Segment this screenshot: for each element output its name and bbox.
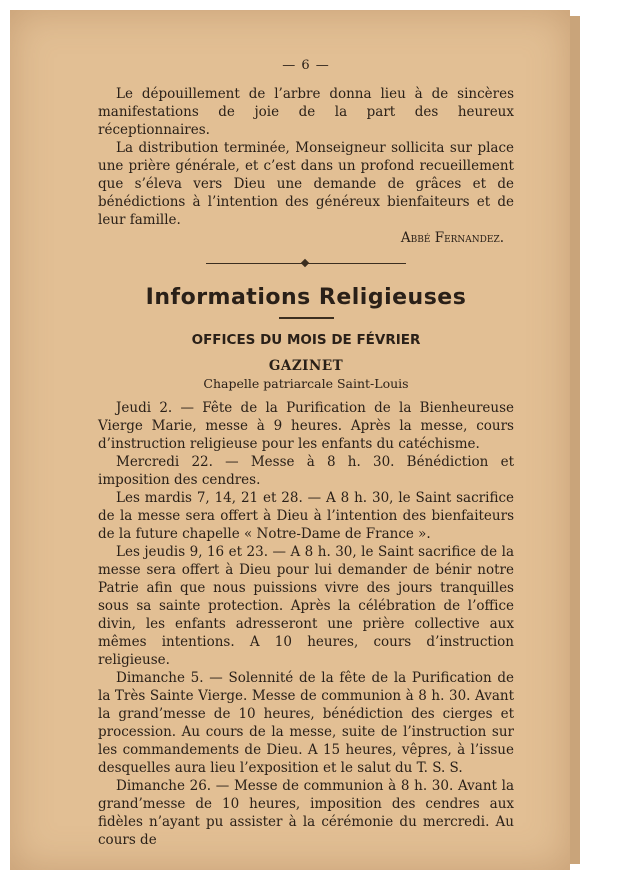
paper-edge	[570, 16, 580, 864]
signature: Abbé Fernandez.	[400, 230, 504, 246]
section-title: Informations Religieuses	[145, 285, 467, 310]
entry-paragraph: Dimanche 5. — Solennité de la fête de la Purification de la Très Sainte Vierge. Messe de communion à 8 h. 30. Avant la grand’messe de 10 heures, bénédiction des cierges et procession. Au cours de la messe, suite de l’instruction sur les commandements de Dieu. A 15 heures, vêpres, à l’issue desquelles aura lieu l’exposition et le salut du T. S. S.	[98, 670, 514, 776]
entry-paragraph: Les jeudis 9, 16 et 23. — A 8 h. 30, le Saint sacrifice de la messe sera offert à Dieu pour lui demander de bénir notre Patrie afin que nous puissions vivre des jours tranquilles sous sa sainte protection. Après la célébration de l’office divin, les enfants adresseront une prière collective aux mêmes intentions. A 10 heures, cours d’instruction religieuse.	[98, 544, 514, 668]
intro-paragraph-2: La distribution terminée, Monseigneur sollicita sur place une prière générale, et c’est dans un profond recueillement que s’éleva vers Dieu une demande de grâces et de bénédictions à l’intention des généreux bienfaiteurs et de leur famille.	[98, 140, 514, 228]
entry-paragraph: Dimanche 26. — Messe de communion à 8 h. 30. Avant la grand’messe de 10 heures, imposition des cendres aux fidèles n’ayant pu assister à la cérémonie du mercredi. Au cours de	[98, 778, 514, 848]
entry-paragraph: Mercredi 22. — Messe à 8 h. 30. Bénédiction et imposition des cendres.	[98, 454, 514, 488]
diamond-icon	[301, 259, 309, 267]
ornament-divider	[206, 259, 406, 269]
entry-paragraph: Jeudi 2. — Fête de la Purification de la Bienheureuse Vierge Marie, messe à 9 heures. Après la messe, cours d’instruction religieuse pour les enfants du catéchisme.	[98, 400, 514, 452]
intro-paragraph-1: Le dépouillement de l’arbre donna lieu à de sincères manifestations de joie de la part des heureux réceptionnaires.	[98, 86, 514, 138]
page-content	[98, 57, 514, 849]
page-number: — 6 —	[282, 58, 330, 73]
entry-paragraph: Les mardis 7, 14, 21 et 28. — A 8 h. 30, le Saint sacrifice de la messe sera offert à Dieu à l’intention des bienfaiteurs de la future chapelle « Notre-Dame de France ».	[98, 490, 514, 542]
title-rule	[279, 317, 334, 319]
section-subtitle: OFFICES DU MOIS DE FÉVRIER	[191, 332, 421, 348]
place-name: GAZINET	[268, 358, 344, 374]
chapel-name: Chapelle patriarcale Saint-Louis	[203, 376, 409, 391]
